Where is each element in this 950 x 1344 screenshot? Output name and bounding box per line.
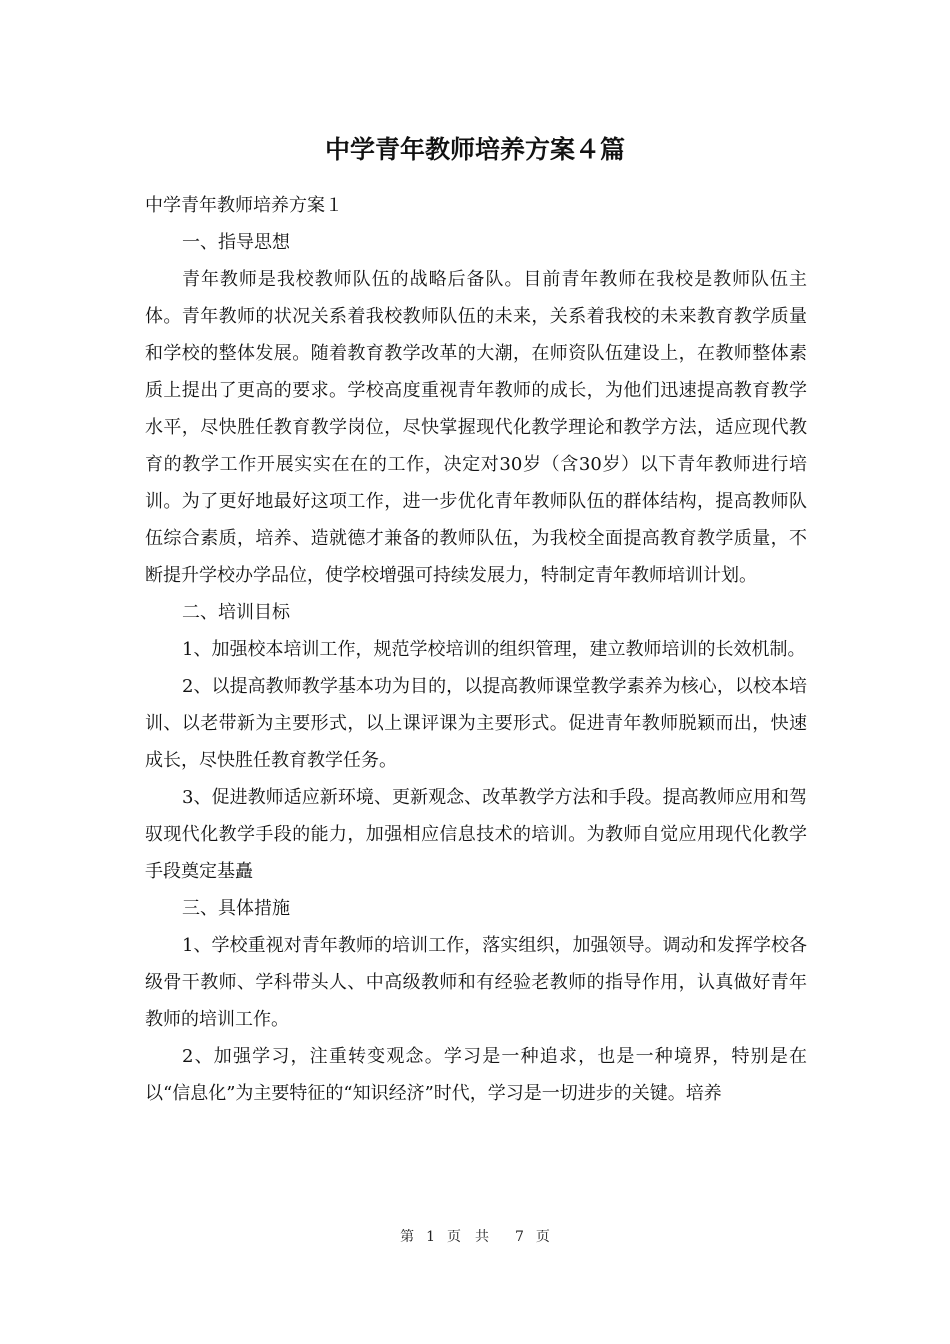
paragraph: 3、促进教师适应新环境、更新观念、改革教学方法和手段。提高教师应用和驾驭现代化教学手段的能力，加强相应信息技术的培训。为教师自觉应用现代化教学手段奠定基矗 [145, 787, 807, 882]
paragraph: 青年教师是我校教师队伍的战略后备队。目前青年教师在我校是教师队伍主体。青年教师的状况关系着我校教师队伍的未来，关系着我校的未来教育教学质量和学校的整体发展。随着教育教学改革的大潮，在师资队伍建设上，在教师整体素质上提出了更高的要求。学校高度重视青年教师的成长，为他们迅速提高教育教学水平，尽快胜任教育教学岗位，尽快掌握现代化教学理论和教学方法，适应现代教育的教学工作开展实实在在的工作，决定对30岁（含30岁）以下青年教师进行培训。为了更好地最好这项工作，进一步优化青年教师队伍的群体结构，提高教师队伍综合素质，培养、造就德才兼备的教师队伍，为我校全面提高教育教学质量，不断提升学校办学品位，使学校增强可持续发展力，特制定青年教师培训计划。 [145, 269, 807, 586]
document-title: 中学青年教师培养方案４篇 [324, 135, 625, 164]
section-heading: 三、具体措施 [182, 898, 290, 919]
section-heading: 一、指导思想 [182, 232, 290, 253]
paragraph: 中学青年教师培养方案１ [145, 195, 343, 216]
document-body [145, 187, 807, 1112]
page-label-mid: 页共 [447, 1229, 503, 1245]
page-footer [0, 1226, 950, 1248]
section-heading: 二、培训目标 [182, 602, 290, 623]
paragraph: 2、加强学习，注重转变观念。学习是一种追求，也是一种境界，特别是在以“信息化”为主要特征的“知识经济”时代，学习是一切进步的关键。培养 [145, 1046, 807, 1104]
paragraph: 2、以提高教师教学基本功为目的，以提高教师课堂教学素养为核心，以校本培训、以老带新为主要形式，以上课评课为主要形式。促进青年教师脱颖而出，快速成长，尽快胜任教育教学任务。 [145, 676, 807, 771]
page-label-suffix: 页 [535, 1229, 550, 1245]
paragraph: 1、学校重视对青年教师的培训工作，落实组织，加强领导。调动和发挥学校各级骨干教师、学科带头人、中高级教师和有经验老教师的指导作用，认真做好青年教师的培训工作。 [145, 935, 807, 1030]
total-pages-number: 7 [515, 1229, 524, 1245]
current-page-number: 1 [426, 1229, 435, 1245]
paragraph: 1、加强校本培训工作，规范学校培训的组织管理，建立教师培训的长效机制。 [182, 639, 806, 660]
page-label-prefix: 第 [400, 1229, 415, 1245]
